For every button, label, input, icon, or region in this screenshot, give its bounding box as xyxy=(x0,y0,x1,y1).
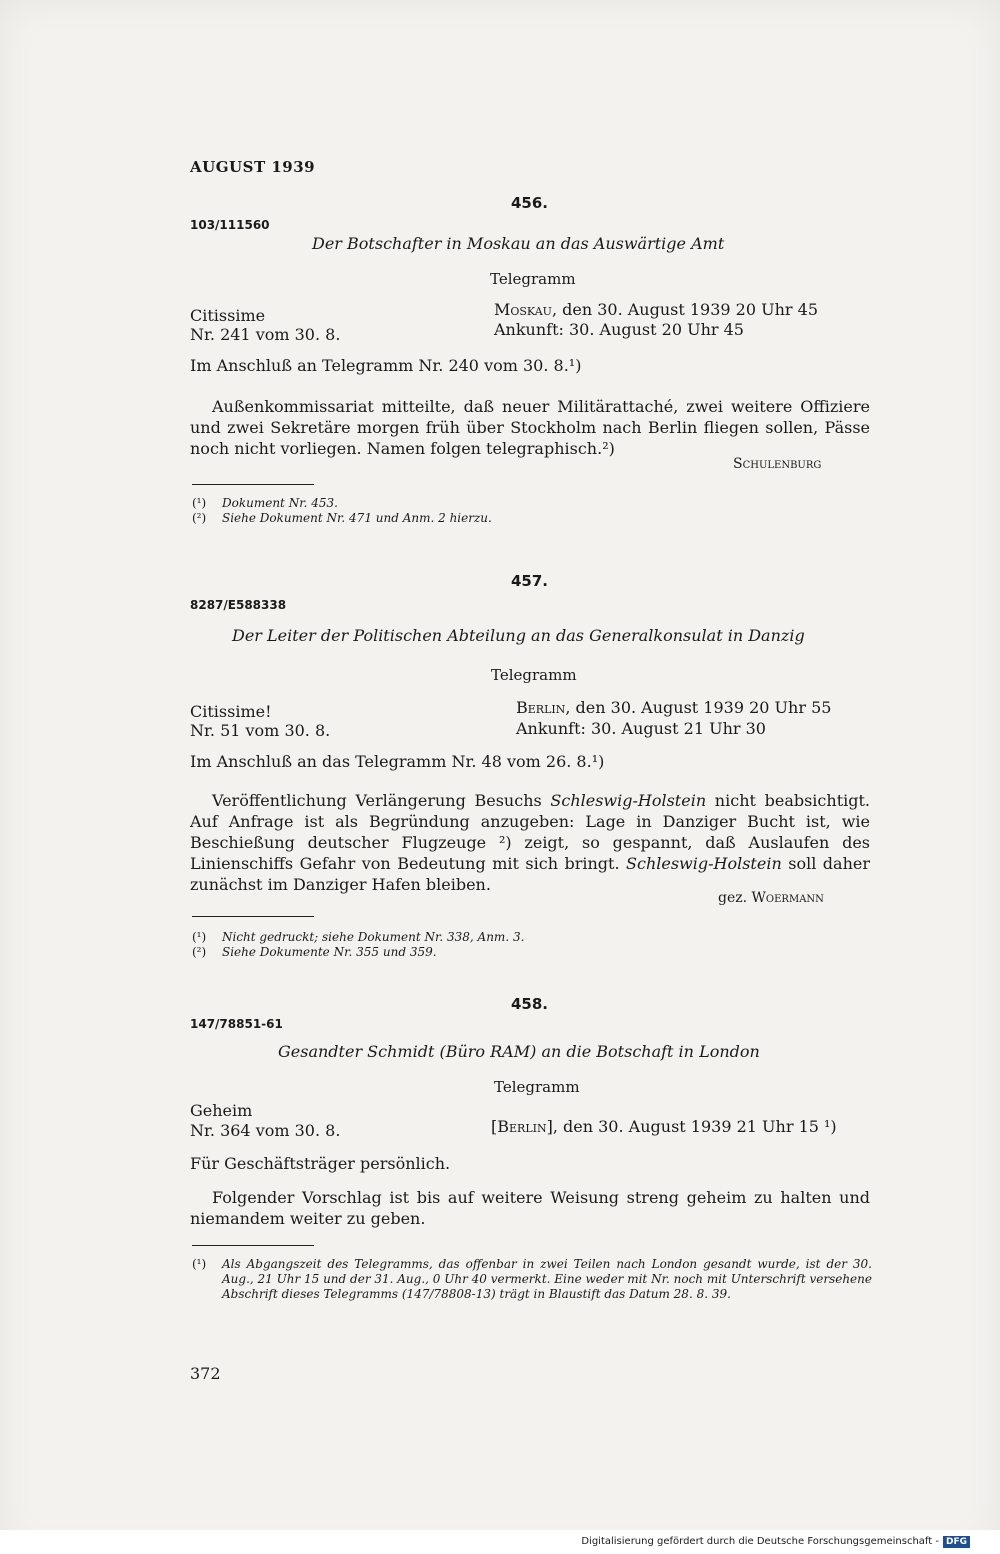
ship-name: Schleswig-Holstein xyxy=(550,791,707,810)
doc-458-title: Gesandter Schmidt (Büro RAM) an die Botschaft in London xyxy=(278,1042,760,1061)
doc-458-body: Folgender Vorschlag ist bis auf weitere Weisung streng geheim zu halten und niemandem weiter zu geben. xyxy=(190,1188,870,1228)
doc-457-body: Veröffentlichung Verlängerung Besuchs Schleswig-Holstein nicht beabsichtigt. Auf Anfrage ist als Begründung anzugeben: Lage in Danziger Bucht ist, wie Beschießung deutscher Flugzeuge ²) zeigt, so gespannt, daß Auslaufen des Linienschiffs Gefahr von Bedeutung mit sich bringt. Schleswig-Holstein soll daher zunächst im Danziger Hafen bleiben. xyxy=(190,791,870,894)
doc-458-footnote-1: (¹) Als Abgangszeit des Telegramms, das offenbar in zwei Teilen nach London gesandt wurde, ist der 30. Aug., 21 Uhr 15 und der 31. Aug., 0 Uhr 40 vermerkt. Eine weder mit Nr. noch mit Unterschrift versehene Abschrift dieses Telegramms (147/78808-13) trägt in Blaustift das Datum 28. 8. 39. xyxy=(192,1257,872,1301)
doc-458-intro: Für Geschäftsträger persönlich. xyxy=(190,1154,451,1173)
doc-457-dateline xyxy=(516,698,831,717)
running-head: AUGUST 1939 xyxy=(190,158,316,176)
doc-458-classification: Geheim xyxy=(190,1101,253,1120)
doc-456-ref: Nr. 241 vom 30. 8. xyxy=(190,325,341,344)
ship-name: Schleswig-Holstein xyxy=(626,854,782,873)
doc-457-footnote-2: (²) Siehe Dokumente Nr. 355 und 359. xyxy=(192,945,437,959)
doc-458-date: ], den 30. August 1939 21 Uhr 15 ¹) xyxy=(546,1117,837,1136)
doc-456-arrival: Ankunft: 30. August 20 Uhr 45 xyxy=(494,320,744,339)
dfg-credit: Digitalisierung gefördert durch die Deutsche Forschungsgemeinschaft - DFG xyxy=(581,1536,970,1548)
doc-456-number: 456. xyxy=(511,194,549,212)
doc-457-type: Telegramm xyxy=(491,666,577,684)
doc-456-intro: Im Anschluß an Telegramm Nr. 240 vom 30. 8.¹) xyxy=(190,356,582,375)
doc-456-dateline xyxy=(494,300,818,319)
doc-458-ref: Nr. 364 vom 30. 8. xyxy=(190,1121,341,1140)
doc-457-intro: Im Anschluß an das Telegramm Nr. 48 vom 26. 8.¹) xyxy=(190,752,605,771)
doc-456-priority: Citissime xyxy=(190,306,266,325)
doc-457-priority: Citissime! xyxy=(190,702,272,721)
footnote-rule xyxy=(192,484,314,485)
doc-458-dateline: [Berlin], den 30. August 1939 21 Uhr 15 ¹) xyxy=(491,1117,837,1136)
footnote-rule xyxy=(192,1245,314,1246)
dfg-logo-icon: DFG xyxy=(943,1536,970,1548)
doc-456-title: Der Botschafter in Moskau an das Auswärtige Amt xyxy=(312,234,725,253)
doc-456-code: 103/111560 xyxy=(190,218,270,232)
doc-456-date: , den 30. August 1939 20 Uhr 45 xyxy=(551,300,819,319)
doc-457-signature-line: gez. Woermann xyxy=(718,890,824,906)
doc-456-place: Moskau xyxy=(494,300,552,319)
doc-458-number: 458. xyxy=(511,995,549,1013)
doc-457-title: Der Leiter der Politischen Abteilung an das Generalkonsulat in Danzig xyxy=(232,626,805,645)
doc-456-footnote-2: (²) Siehe Dokument Nr. 471 und Anm. 2 hierzu. xyxy=(192,511,492,525)
doc-457-footnote-1: (¹) Nicht gedruckt; siehe Dokument Nr. 338, Anm. 3. xyxy=(192,930,525,944)
doc-456-signature: Schulenburg xyxy=(733,456,822,472)
doc-457-place: Berlin xyxy=(516,698,566,717)
doc-457-ref: Nr. 51 vom 30. 8. xyxy=(190,721,331,740)
page-number: 372 xyxy=(190,1364,221,1383)
doc-457-arrival: Ankunft: 30. August 21 Uhr 30 xyxy=(516,719,766,738)
doc-458-code: 147/78851-61 xyxy=(190,1017,283,1031)
footnote-rule xyxy=(192,916,314,917)
doc-457-number: 457. xyxy=(511,572,549,590)
doc-458-type: Telegramm xyxy=(494,1078,580,1096)
doc-456-body: Außenkommissariat mitteilte, daß neuer Militärattaché, zwei weitere Offiziere und zwei Sekretäre morgen früh über Stockholm nach Berlin fliegen sollen, Pässe noch nicht vorliegen. Namen folgen telegraphisch.²) xyxy=(190,397,870,458)
doc-458-place: Berlin xyxy=(497,1117,547,1136)
doc-456-footnote-1: (¹) Dokument Nr. 453. xyxy=(192,496,338,510)
doc-456-type: Telegramm xyxy=(490,270,576,288)
doc-457-code: 8287/E588338 xyxy=(190,598,287,612)
doc-457-date: , den 30. August 1939 20 Uhr 55 xyxy=(565,698,832,717)
doc-457-signature: Woermann xyxy=(751,890,824,906)
